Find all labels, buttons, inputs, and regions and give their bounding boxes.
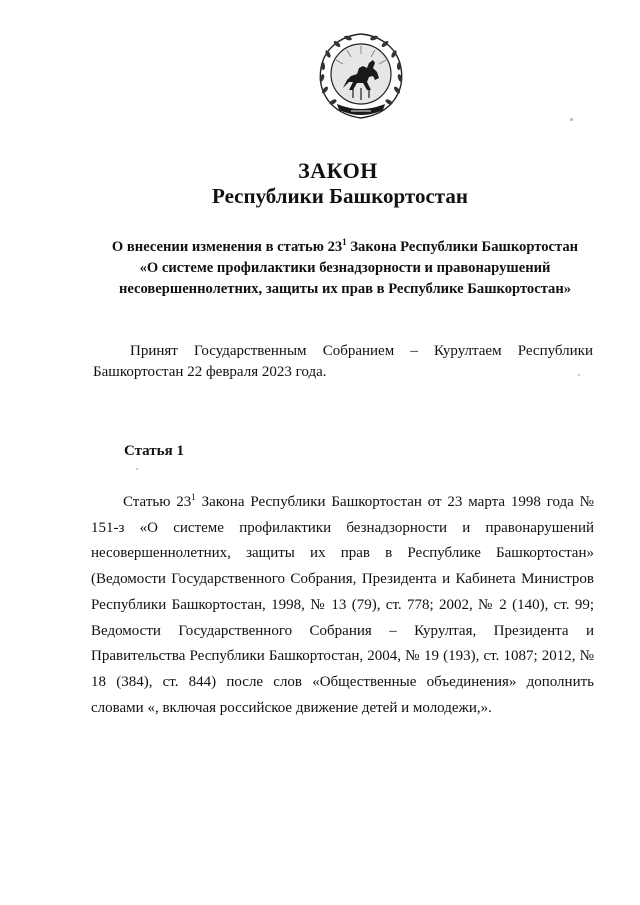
law-subject [100, 237, 590, 300]
article-body: Статью $23^1$ Закона Республики Башкортостан от 23 марта 1998 года № 151-з «О системе профилактики безнадзорности и правонарушений несовершеннолетних, защиты их прав в Республике Башкортостан» (Ведомости Государственного Собрания, Президента и Кабинета Министров Республики Башкортостан, 1998, № 13 (79), ст. 778; 2002, № 2 (140), ст. 99; Ведомости Государственного Собрания – Курултая, Президента и Правительства Республики Башкортостан, 2004, № 19 (193), ст. 1087; 2012, № 18 (384), ст. 844) после слов «Общественные объединения» дополнить словами «, включая российское движение детей и молодежи,». [91, 492, 594, 716]
document-title: ЗАКОН [298, 158, 378, 183]
document-subtitle: Республики Башкортостан [212, 184, 468, 208]
coat-of-arms-icon [313, 30, 409, 122]
scan-artifact [570, 118, 573, 121]
subject-line-3: несовершеннолетних, защиты их прав в Республике Башкортостан» [118, 281, 572, 297]
adoption-statement: Принят Государственным Собранием – Курултаем Республики Башкортостан 22 февраля 2023 года. [93, 343, 593, 380]
article-heading: Статья 1 [124, 443, 184, 459]
subject-line-1: О внесении изменения в статью $23^1$ Закона Республики Башкортостан [111, 237, 579, 255]
scan-artifact [136, 468, 138, 470]
subject-line-2: «О системе профилактики безнадзорности и правонарушений [139, 260, 551, 276]
